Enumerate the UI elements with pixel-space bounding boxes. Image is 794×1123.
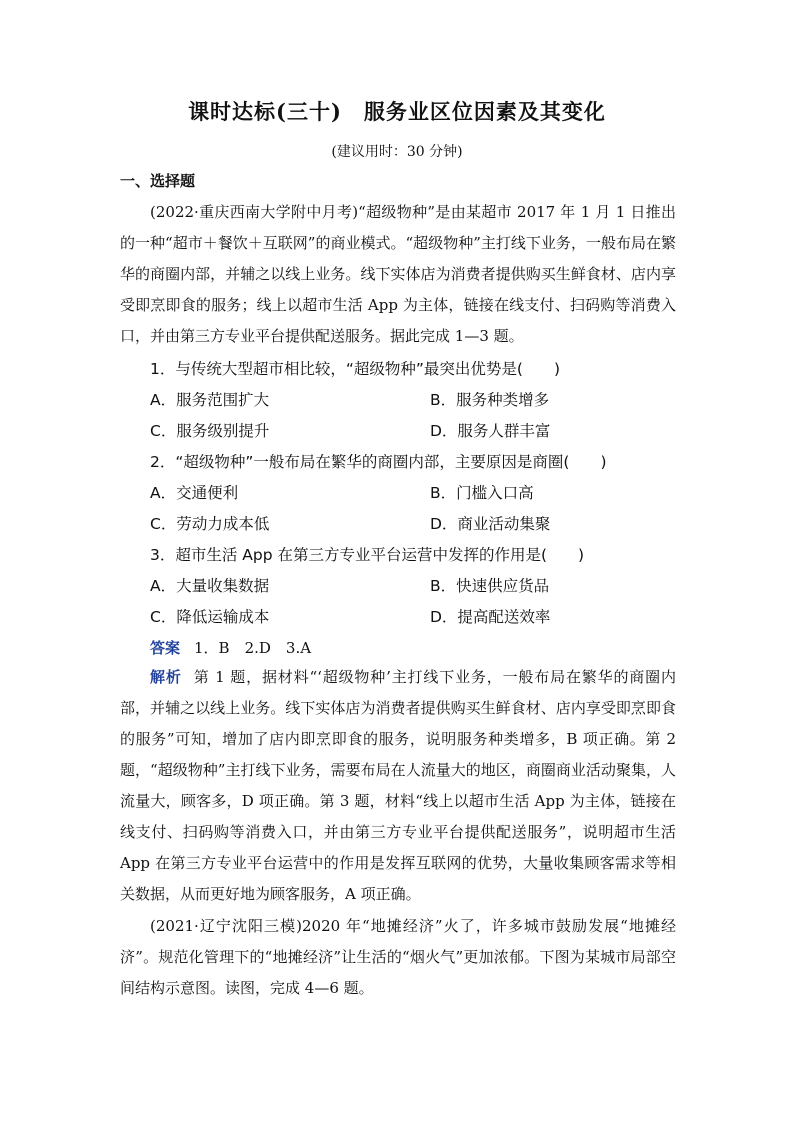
- q3-option-a: A．大量收集数据: [150, 577, 270, 595]
- q3-option-c: C．降低运输成本: [150, 608, 270, 626]
- q2-option-a: A．交通便利: [150, 484, 239, 502]
- explanation-label: 解析: [150, 668, 182, 686]
- explanation-paragraph: [120, 662, 676, 910]
- answer-text: 1．B 2.D 3.A: [194, 639, 312, 657]
- q2-option-c: C．劳动力成本低: [150, 515, 270, 533]
- question-1-stem: 1．与传统大型超市相比较，“超级物种”最突出优势是( ): [150, 360, 561, 378]
- q1-option-a: A．服务范围扩大: [150, 391, 270, 409]
- question-3-stem: 3．超市生活 App 在第三方专业平台运营中发挥的作用是( ): [150, 546, 585, 564]
- question-2-stem: 2．“超级物种”一般布局在繁华的商圈内部，主要原因是商圈( ): [150, 453, 607, 471]
- passage-2: (2021·辽宁沈阳三模)2020 年“地摊经济”火了，许多城市鼓励发展“地摊经济”。规范化管理下的“地摊经济”让生活的“烟火气”更加浓郁。下图为某城市局部空间结构示意图。读图，完成 4—6 题。: [120, 917, 676, 997]
- time-hint: (建议用时：30 分钟): [331, 144, 463, 160]
- q2-option-d: D．商业活动集聚: [430, 515, 551, 533]
- q3-option-b: B．快速供应货品: [430, 577, 550, 595]
- q3-option-d: D．提高配送效率: [430, 608, 551, 626]
- explanation-text: 第 1 题，据材料“‘超级物种’主打线下业务，一般布局在繁华的商圈内部，并辅之以线上业务。线下实体店为消费者提供购买生鲜食材、店内享受即烹即食的服务”可知，增加了店内即烹即食的服务，说明服务种类增多，B 项正确。第 2 题，“超级物种”主打线下业务，需要布局在人流量大的地区，商圈商业活动聚集，人流量大，顾客多，D 项正确。第 3 题，材料“线上以超市生活 App 为主体，链接在线支付、扫码购等消费入口，并由第三方专业平台提供配送服务”，说明超市生活 App 在第三方专业平台运营中的作用是发挥互联网的优势，大量收集顾客需求等相关数据，从而更好地为顾客服务，A 项正确。: [120, 668, 676, 903]
- section-heading: 一、选择题: [120, 172, 196, 190]
- q1-option-c: C．服务级别提升: [150, 422, 270, 440]
- passage-1: (2022·重庆西南大学附中月考)“超级物种”是由某超市 2017 年 1 月 1 日推出的一种“超市＋餐饮＋互联网”的商业模式。“超级物种”主打线下业务，一般布局在繁华的商圈内部，并辅之以线上业务。线下实体店为消费者提供购买生鲜食材、店内享受即烹即食的服务；线上以超市生活 App 为主体，链接在线支付、扫码购等消费入口，并由第三方专业平台提供配送服务。据此完成 1—3 题。: [120, 203, 676, 345]
- page-title: 课时达标(三十) 服务业区位因素及其变化: [188, 99, 606, 124]
- answer-label: 答案: [150, 639, 181, 657]
- q2-option-b: B．门槛入口高: [430, 484, 534, 502]
- q1-option-b: B．服务种类增多: [430, 391, 550, 409]
- q1-option-d: D．服务人群丰富: [430, 422, 551, 440]
- answer-line: [150, 637, 311, 658]
